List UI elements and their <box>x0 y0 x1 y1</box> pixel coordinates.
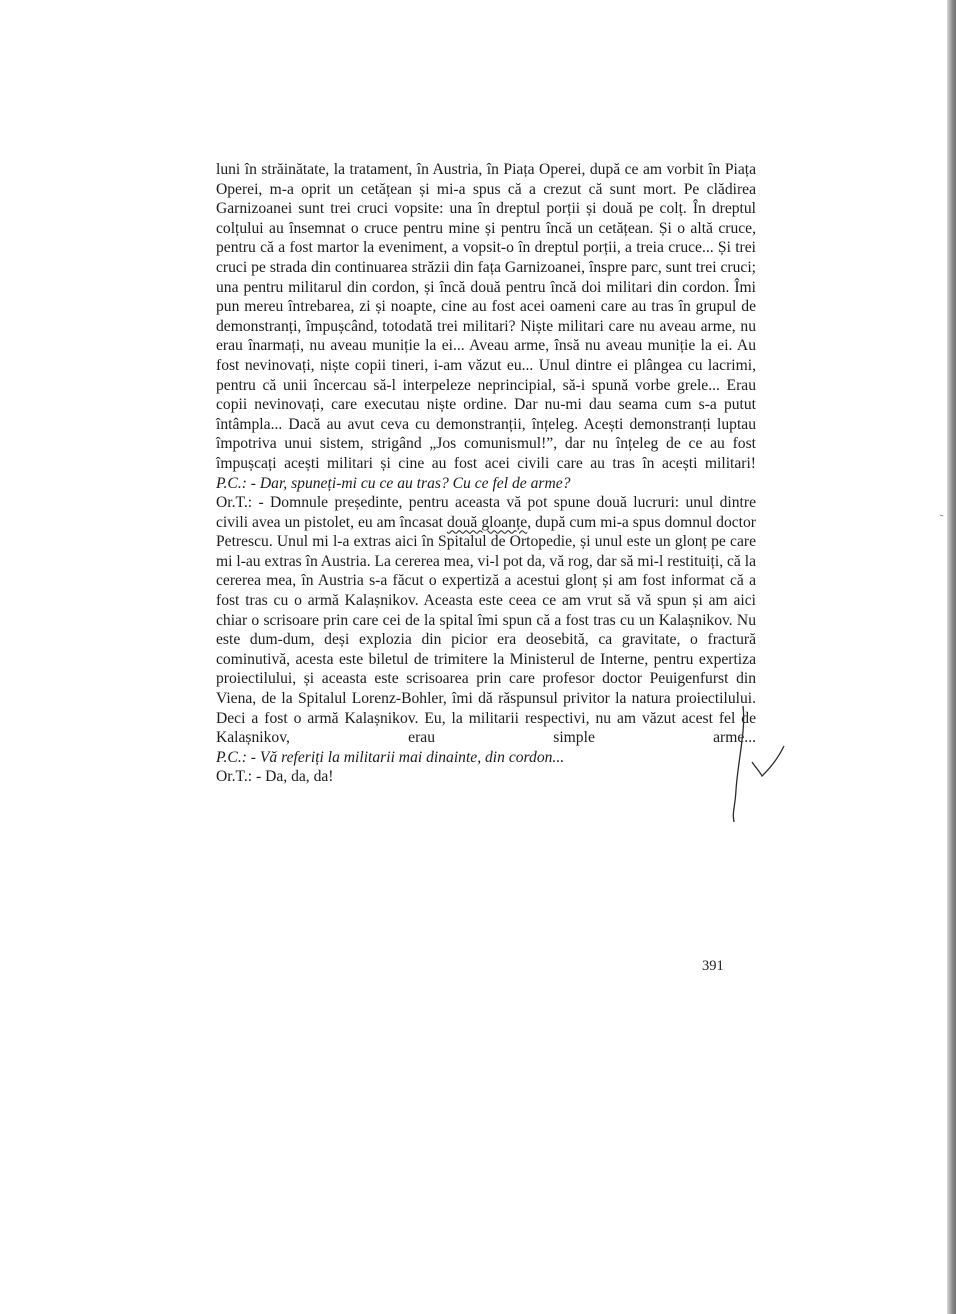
question-text: Dar, spuneți-mi cu ce au tras? Cu ce fel de arme? <box>259 474 571 492</box>
scan-page-edge <box>947 0 956 1314</box>
scan-speck <box>940 515 943 516</box>
paragraph-testimony: luni în străinătate, la tratament, în Austria, în Piața Operei, după ce am vorbit în Piața Operei, m-a oprit un cetățean și mi-a spus că a crezut că sunt mort. Pe clădirea Garnizoanei sunt trei cruci vopsite: una în dreptul porții și două pe colț. În dreptul colțului au însemnat o cruce pentru mine și pentru încă un cetățean. Și o altă cruce, pentru că a fost martor la eveniment, a vopsit-o în dreptul porții, a treia cruce... Și trei cruci pe strada din continuarea străzii din fața Garnizoanei, înspre parc, sunt trei cruci; una pentru militarul din cordon, și încă două pentru încă doi militari din cordon. Îmi pun mereu întrebarea, zi și noapte, cine au fost acei oameni care au tras în grupul de demonstranți, împușcând, totodată trei militari? Niște militari care nu aveau arme, nu erau înarmați, nu aveau muniție la ei... Aveau arme, însă nu aveau muniție la ei. Au fost nevinovați, niște copii tineri, i-am văzut eu... Unul dintre ei plângea cu lacrimi, pentru că unii încercau să-l interpeleze neprincipial, să-i spună vorbe grele... Erau copii nevinovați, care executau niște ordine. Dar nu-mi dau seama cum s-a putut întâmpla... Dacă au avut ceva cu demonstranții, înțeleg. Acești demonstranți luptau împotriva unui sistem, strigând „Jos comunismul!”, dar nu înțeleg de ce au fost împușcați acești militari și cine au fost acei civili care au tras în acești militari! <box>216 161 756 472</box>
answer-text-part-2: , după cum mi-a spus domnul doctor Petrescu. Unul mi l-a extras aici în Spitalul de Ortopedie, și unul este un glonț pe care mi l-au extras în Austria. La cererea mea, vi-l pot da, vă rog, dar să mi-l restituiți, că la cererea mea, în Austria s-a făcut o expertiză a acestui glonț și am fost informat că a fost tras cu o armă Kalașnikov. Aceasta este ceea ce am vrut să vă spun și am aici chiar o scrisoare prin care cei de la spital îmi spun că a fost tras cu un Kalașnikov. Nu este dum-dum, deși explozia din picior era deosebită, ca gravitate, o fractură cominutivă, acesta este biletul de trimitere la Ministerul de Interne, pentru expertiza proiectilului, și aceasta este scrisoarea prin care profesor doctor Peuigenfurst din Viena, de la Spitalul Lorenz-Bohler, îmi dă răspunsul privitor la natura proiectilului. Deci a fost o armă Kalașnikov. Eu, la militarii respectivi, nu am văzut acest fel de Kalașnikov, erau simple arme... <box>216 513 757 747</box>
speaker-label: P.C.: - <box>216 474 256 492</box>
speaker-label: Or.T.: - <box>216 768 262 786</box>
speaker-label: Or.T.: - <box>216 494 264 512</box>
paragraph-answer-2 <box>216 767 756 787</box>
handwritten-underline-phrase: două gloanțe <box>447 513 528 531</box>
document-body <box>216 160 756 787</box>
paragraph-answer-1 <box>216 493 756 748</box>
paragraph-question-1 <box>216 474 756 494</box>
question-text: Vă referiți la militarii mai dinainte, din cordon... <box>259 748 565 766</box>
speaker-label: P.C.: - <box>216 748 256 766</box>
check-mark-icon <box>752 746 784 776</box>
answer-text: Da, da, da! <box>265 768 334 786</box>
answer-text-part-1: Domnule președinte, pentru aceasta vă pot spune două lucruri: unul dintre civili avea un pistolet, eu am încasat <box>216 494 756 531</box>
paragraph-question-2 <box>216 748 756 768</box>
page-number: 391 <box>702 958 724 974</box>
